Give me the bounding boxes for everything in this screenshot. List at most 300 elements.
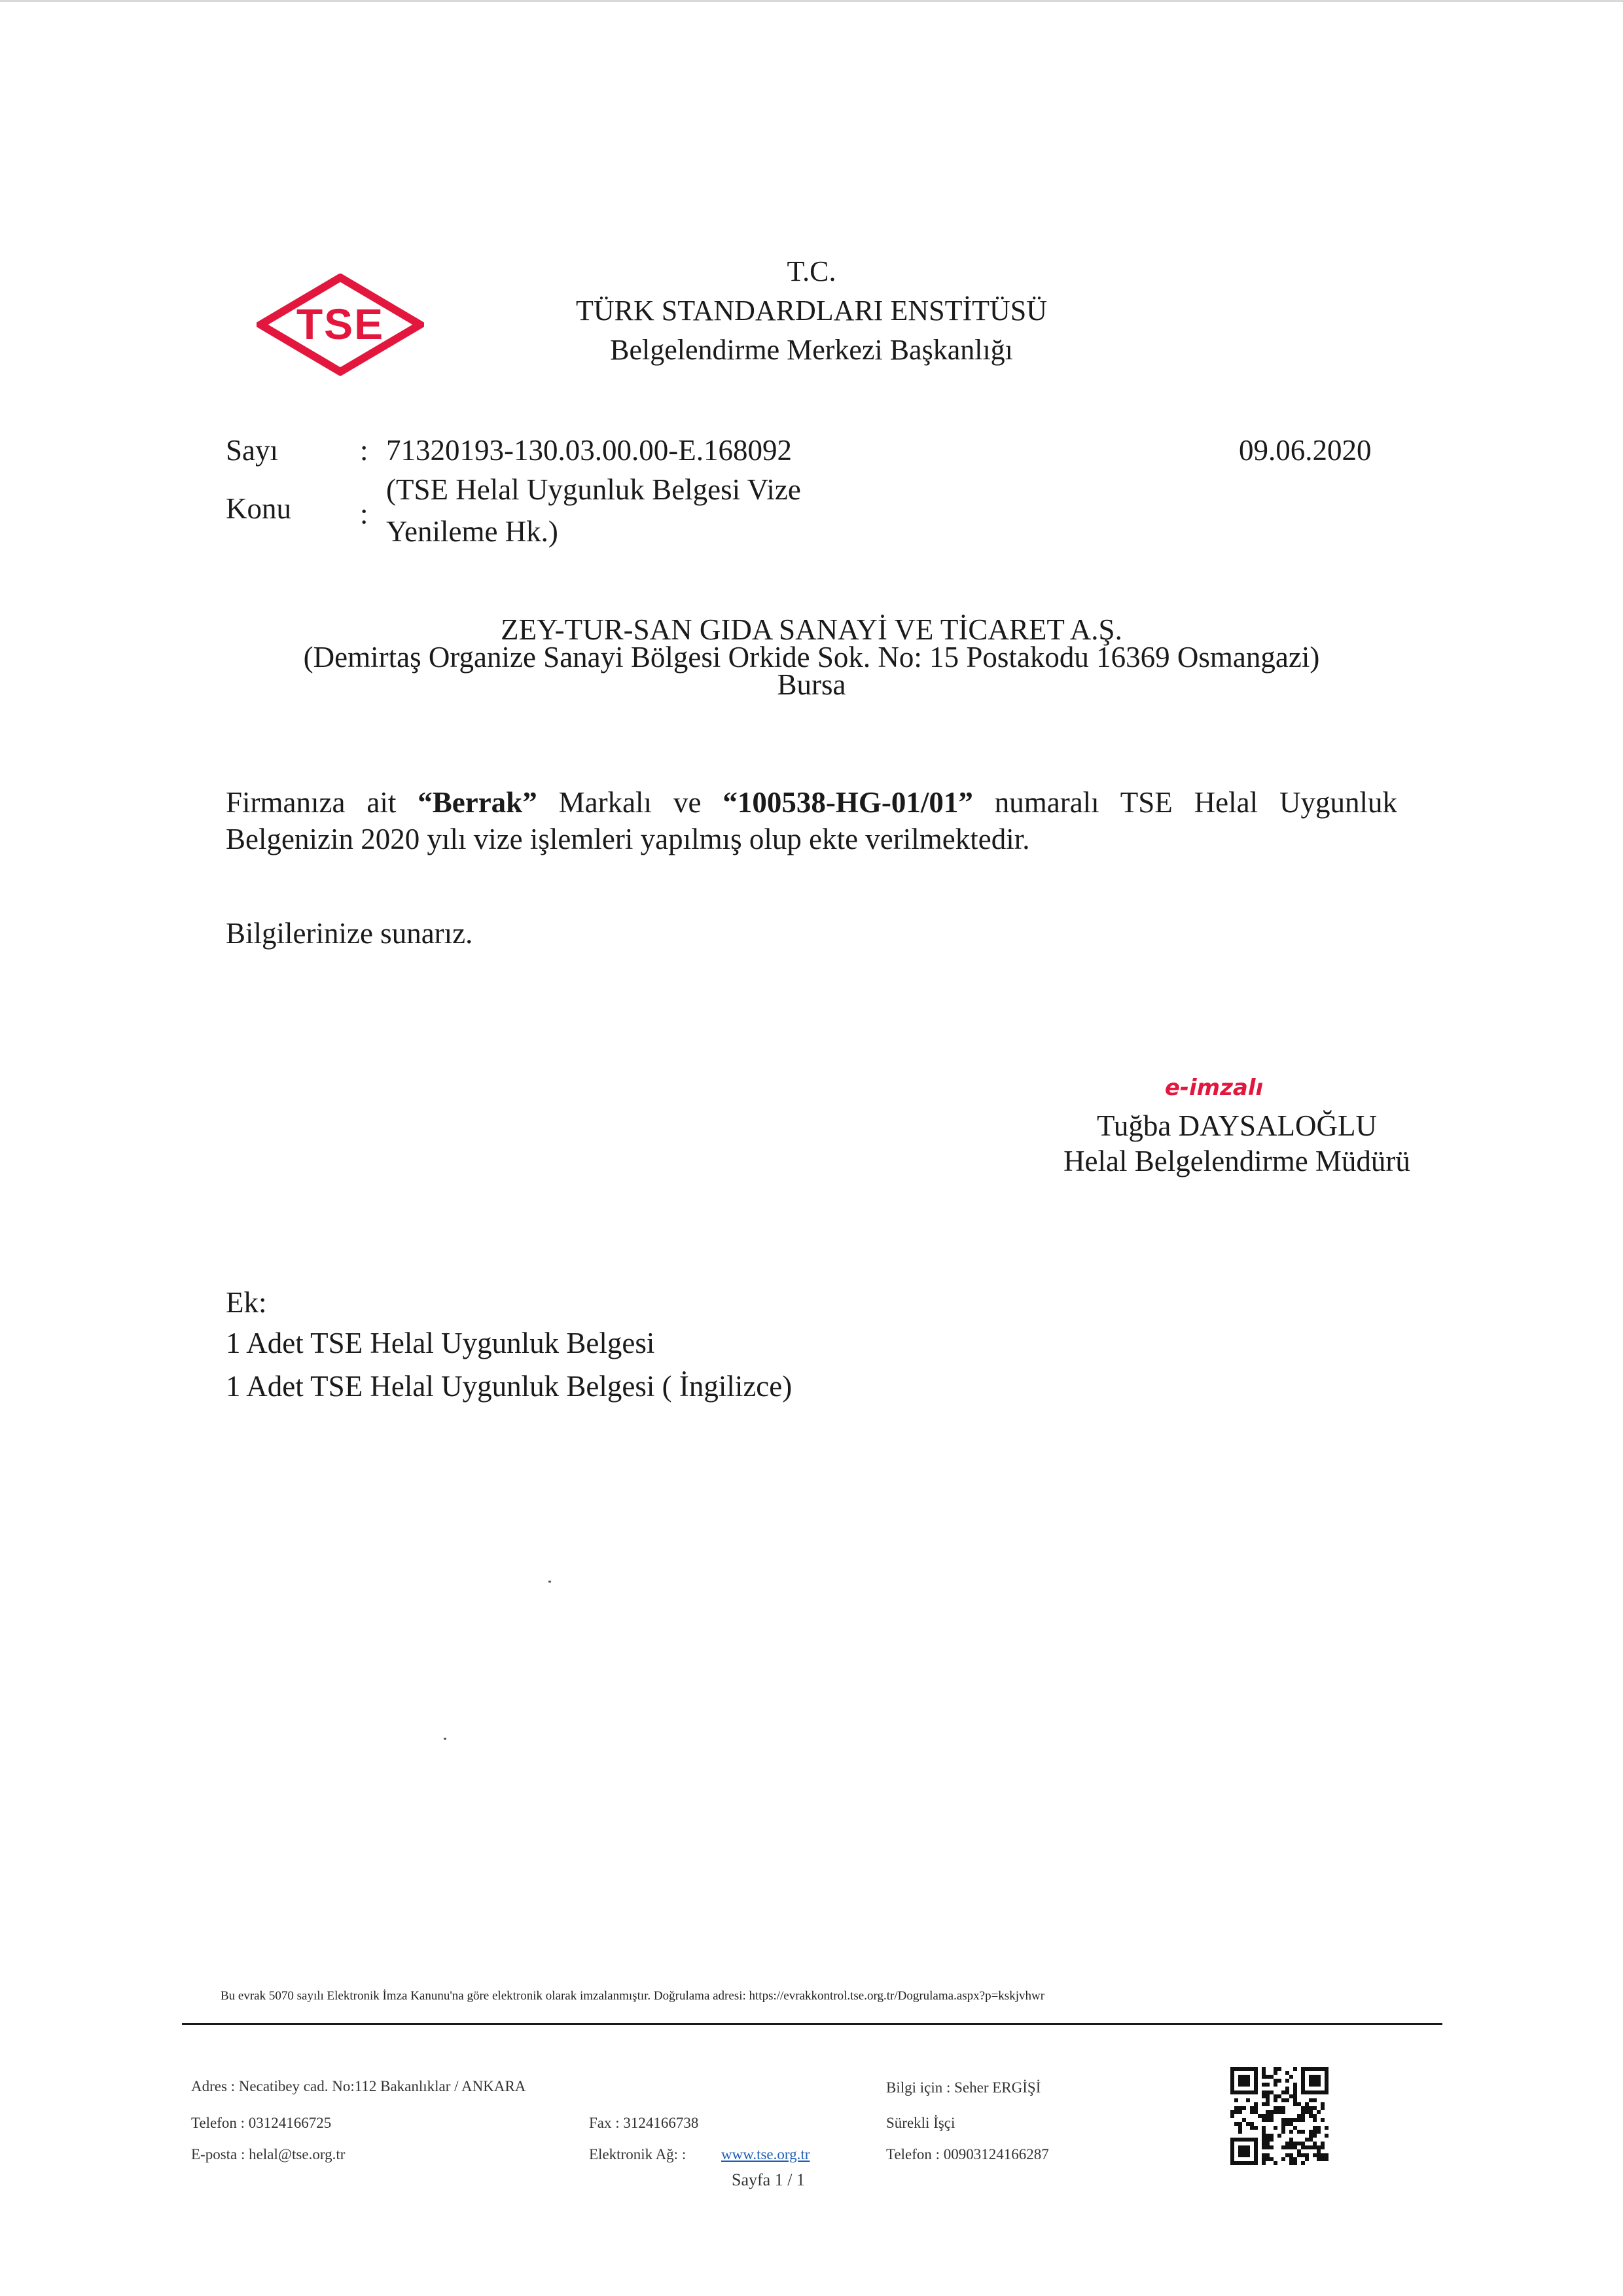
qr-module <box>1317 2090 1321 2094</box>
qr-module <box>1274 2079 1277 2083</box>
info-contact: Bilgi için : Seher ERGİŞİ <box>886 2079 1041 2096</box>
info-role: Sürekli İşçi <box>886 2115 955 2131</box>
qr-module <box>1285 2098 1289 2102</box>
qr-module <box>1301 2161 1305 2165</box>
qr-module <box>1262 2118 1266 2122</box>
qr-module <box>1289 2094 1293 2098</box>
qr-module <box>1266 2118 1270 2122</box>
page-top-edge <box>0 0 1623 2</box>
qr-module <box>1246 2138 1250 2142</box>
qr-module <box>1246 2098 1250 2102</box>
qr-module <box>1309 2138 1313 2142</box>
qr-module <box>1250 2090 1254 2094</box>
qr-module <box>1317 2126 1321 2130</box>
footer-web-label: Elektronik Ağ: : <box>589 2146 687 2162</box>
signatory-title: Helal Belgelendirme Müdürü <box>1063 1145 1410 1177</box>
qr-module <box>1305 2067 1309 2071</box>
body-paragraph <box>226 784 1397 857</box>
qr-module <box>1238 2145 1242 2149</box>
qr-module <box>1293 2145 1297 2149</box>
qr-module <box>1254 2106 1258 2110</box>
qr-module <box>1301 2106 1305 2110</box>
qr-module <box>1270 2114 1274 2118</box>
qr-module <box>1230 2083 1234 2087</box>
qr-module <box>1301 2079 1305 2083</box>
qr-module <box>1238 2122 1242 2126</box>
qr-module <box>1266 2134 1270 2138</box>
qr-module <box>1313 2090 1317 2094</box>
qr-module <box>1246 2083 1250 2087</box>
footer-address: Adres : Necatibey cad. No:112 Bakanlıklar / ANKARA <box>191 2078 526 2094</box>
qr-module <box>1305 2106 1309 2110</box>
qr-module <box>1313 2079 1317 2083</box>
header-tc: T.C. <box>787 255 836 287</box>
qr-module <box>1238 2106 1242 2110</box>
qr-module <box>1281 2110 1285 2114</box>
qr-module <box>1230 2110 1234 2114</box>
qr-module <box>1313 2142 1317 2145</box>
qr-module <box>1230 2071 1234 2075</box>
qr-module <box>1262 2126 1266 2130</box>
qr-module <box>1230 2138 1234 2142</box>
qr-module <box>1321 2067 1325 2071</box>
qr-module <box>1242 2149 1246 2153</box>
qr-module <box>1266 2094 1270 2098</box>
qr-module <box>1281 2157 1285 2161</box>
qr-module <box>1325 2083 1329 2087</box>
qr-module <box>1230 2153 1234 2157</box>
qr-module <box>1325 2157 1329 2161</box>
qr-module <box>1313 2153 1317 2157</box>
qr-module <box>1281 2130 1285 2134</box>
qr-module <box>1285 2122 1289 2126</box>
qr-module <box>1254 2075 1258 2079</box>
qr-module <box>1325 2087 1329 2090</box>
qr-module <box>1305 2145 1309 2149</box>
qr-module <box>1242 2161 1246 2165</box>
qr-module <box>1246 2161 1250 2165</box>
footer-web-link[interactable]: www.tse.org.tr <box>721 2146 810 2162</box>
qr-module <box>1285 2087 1289 2090</box>
qr-module <box>1266 2145 1270 2149</box>
qr-module <box>1250 2138 1254 2142</box>
qr-module <box>1246 2153 1250 2157</box>
qr-module <box>1230 2142 1234 2145</box>
qr-module <box>1309 2090 1313 2094</box>
qr-module <box>1281 2145 1285 2149</box>
qr-module <box>1325 2071 1329 2075</box>
qr-module <box>1301 2130 1305 2134</box>
qr-module <box>1246 2067 1250 2071</box>
closing-line: Bilgilerinize sunarız. <box>226 917 473 950</box>
qr-module <box>1274 2083 1277 2087</box>
brand-name: “Berrak” <box>418 786 537 819</box>
qr-module <box>1321 2157 1325 2161</box>
qr-module <box>1325 2134 1329 2138</box>
body-text-1: Firmanıza ait <box>226 786 418 819</box>
qr-module <box>1274 2161 1277 2165</box>
header-department: Belgelendirme Merkezi Başkanlığı <box>610 334 1013 366</box>
qr-module <box>1242 2083 1246 2087</box>
qr-module <box>1281 2122 1285 2126</box>
qr-module <box>1293 2087 1297 2090</box>
qr-module <box>1238 2149 1242 2153</box>
qr-module <box>1277 2134 1281 2138</box>
qr-module <box>1266 2083 1270 2087</box>
qr-module <box>1277 2094 1281 2098</box>
qr-module <box>1289 2157 1293 2161</box>
qr-module <box>1254 2145 1258 2149</box>
attachments-label: Ek: <box>226 1286 267 1319</box>
qr-module <box>1313 2130 1317 2134</box>
header-institute: TÜRK STANDARDLARI ENSTİTÜSÜ <box>575 295 1048 327</box>
qr-module <box>1238 2110 1242 2114</box>
qr-module <box>1254 2142 1258 2145</box>
qr-module <box>1242 2153 1246 2157</box>
qr-module <box>1238 2130 1242 2134</box>
qr-module <box>1238 2083 1242 2087</box>
qr-module <box>1281 2126 1285 2130</box>
qr-module <box>1254 2071 1258 2075</box>
qr-code <box>1230 2067 1329 2165</box>
qr-module <box>1250 2067 1254 2071</box>
qr-module <box>1266 2142 1270 2145</box>
qr-module <box>1313 2118 1317 2122</box>
qr-module <box>1246 2090 1250 2094</box>
qr-module <box>1301 2075 1305 2079</box>
qr-module <box>1293 2090 1297 2094</box>
qr-module <box>1254 2153 1258 2157</box>
qr-module <box>1285 2153 1289 2157</box>
qr-module <box>1293 2067 1297 2071</box>
qr-module <box>1321 2102 1325 2106</box>
signatory-name: Tuğba DAYSALOĞLU <box>1097 1109 1377 1142</box>
qr-module <box>1289 2122 1293 2126</box>
qr-module <box>1230 2149 1234 2153</box>
qr-module <box>1262 2157 1266 2161</box>
qr-module <box>1293 2157 1297 2161</box>
qr-module <box>1285 2071 1289 2075</box>
qr-module <box>1238 2161 1242 2165</box>
qr-module <box>1262 2114 1266 2118</box>
qr-module <box>1317 2075 1321 2079</box>
qr-module <box>1289 2118 1293 2122</box>
qr-module <box>1242 2079 1246 2083</box>
qr-module <box>1317 2149 1321 2153</box>
recipient-city: Bursa <box>777 668 846 701</box>
qr-module <box>1254 2138 1258 2142</box>
qr-module <box>1230 2114 1234 2118</box>
qr-module <box>1293 2083 1297 2087</box>
qr-module <box>1317 2153 1321 2157</box>
e-signature-notice: Bu evrak 5070 sayılı Elektronik İmza Kanunu'na göre elektronik olarak imzalanmıştır. Doğrulama adresi: https://evrakkontrol.tse.org.tr/Dogrulama.aspx?p=kskjvhwr <box>221 1989 1045 2003</box>
qr-module <box>1301 2118 1305 2122</box>
qr-module <box>1281 2090 1285 2094</box>
qr-module <box>1234 2090 1238 2094</box>
qr-module <box>1301 2067 1305 2071</box>
qr-module <box>1246 2079 1250 2083</box>
qr-module <box>1313 2114 1317 2118</box>
qr-module <box>1293 2102 1297 2106</box>
qr-module <box>1317 2110 1321 2114</box>
qr-module <box>1317 2079 1321 2083</box>
qr-module <box>1242 2145 1246 2149</box>
qr-module <box>1301 2153 1305 2157</box>
konu-colon: : <box>360 497 368 530</box>
qr-module <box>1313 2126 1317 2130</box>
qr-module <box>1246 2075 1250 2079</box>
footer-divider <box>182 2023 1442 2025</box>
qr-module <box>1301 2083 1305 2087</box>
footer-email: E-posta : helal@tse.org.tr <box>191 2146 346 2162</box>
qr-module <box>1262 2075 1266 2079</box>
qr-module <box>1234 2098 1238 2102</box>
qr-module <box>1317 2130 1321 2134</box>
qr-module <box>1254 2157 1258 2161</box>
qr-module <box>1246 2149 1250 2153</box>
qr-module <box>1238 2075 1242 2079</box>
qr-module <box>1313 2083 1317 2087</box>
qr-module <box>1270 2134 1274 2138</box>
qr-module <box>1230 2087 1234 2090</box>
sayi-colon: : <box>360 434 368 467</box>
qr-module <box>1325 2126 1329 2130</box>
qr-module <box>1262 2145 1266 2149</box>
qr-module <box>1250 2110 1254 2114</box>
qr-module <box>1230 2145 1234 2149</box>
qr-module <box>1246 2145 1250 2149</box>
qr-module <box>1309 2134 1313 2138</box>
qr-module <box>1262 2138 1266 2142</box>
qr-module <box>1266 2153 1270 2157</box>
qr-module <box>1313 2106 1317 2110</box>
qr-module <box>1262 2094 1266 2098</box>
qr-module <box>1309 2110 1313 2114</box>
qr-module <box>1242 2106 1246 2110</box>
qr-module <box>1254 2083 1258 2087</box>
qr-module <box>1305 2153 1309 2157</box>
qr-module <box>1258 2114 1262 2118</box>
qr-module <box>1230 2157 1234 2161</box>
qr-module <box>1313 2145 1317 2149</box>
qr-module <box>1254 2126 1258 2130</box>
qr-module <box>1274 2106 1277 2110</box>
qr-module <box>1230 2161 1234 2165</box>
qr-module <box>1309 2083 1313 2087</box>
qr-module <box>1317 2083 1321 2087</box>
qr-module <box>1230 2067 1234 2071</box>
qr-module <box>1230 2090 1234 2094</box>
qr-module <box>1305 2110 1309 2114</box>
qr-module <box>1281 2118 1285 2122</box>
qr-module <box>1317 2157 1321 2161</box>
footer-phone: Telefon : 03124166725 <box>191 2115 332 2131</box>
scan-speck <box>548 1581 551 1583</box>
qr-module <box>1250 2106 1254 2110</box>
konu-label: Konu <box>226 492 291 525</box>
qr-module <box>1266 2075 1270 2079</box>
certificate-number: “100538-HG-01/01” <box>722 786 973 819</box>
qr-module <box>1238 2079 1242 2083</box>
qr-module <box>1234 2067 1238 2071</box>
qr-module <box>1285 2090 1289 2094</box>
qr-module <box>1274 2071 1277 2075</box>
qr-module <box>1305 2138 1309 2142</box>
qr-module <box>1238 2138 1242 2142</box>
qr-module <box>1297 2142 1301 2145</box>
qr-module <box>1301 2142 1305 2145</box>
qr-module <box>1301 2110 1305 2114</box>
qr-module <box>1285 2142 1289 2145</box>
info-phone: Telefon : 00903124166287 <box>886 2146 1049 2162</box>
qr-module <box>1230 2079 1234 2083</box>
qr-module <box>1325 2090 1329 2094</box>
recipient-name: ZEY-TUR-SAN GIDA SANAYİ VE TİCARET A.Ş. <box>501 613 1122 646</box>
qr-module <box>1293 2161 1297 2165</box>
qr-module <box>1250 2161 1254 2165</box>
qr-module <box>1254 2161 1258 2165</box>
qr-module <box>1262 2161 1266 2165</box>
qr-module <box>1234 2122 1238 2126</box>
qr-module <box>1274 2067 1277 2071</box>
qr-module <box>1262 2102 1266 2106</box>
qr-module <box>1234 2110 1238 2114</box>
qr-module <box>1289 2145 1293 2149</box>
qr-module <box>1277 2067 1281 2071</box>
qr-module <box>1305 2157 1309 2161</box>
body-text-2: Markalı ve <box>537 786 723 819</box>
qr-module <box>1301 2090 1305 2094</box>
qr-module <box>1297 2149 1301 2153</box>
qr-module <box>1250 2122 1254 2126</box>
qr-module <box>1281 2106 1285 2110</box>
qr-module <box>1293 2118 1297 2122</box>
qr-module <box>1274 2126 1277 2130</box>
qr-module <box>1266 2114 1270 2118</box>
qr-module <box>1309 2098 1313 2102</box>
attachment-item: 1 Adet TSE Helal Uygunluk Belgesi <box>226 1327 655 1359</box>
qr-module <box>1313 2067 1317 2071</box>
qr-module <box>1277 2106 1281 2110</box>
qr-module <box>1325 2075 1329 2079</box>
qr-module <box>1270 2118 1274 2122</box>
qr-module <box>1313 2098 1317 2102</box>
qr-module <box>1289 2161 1293 2165</box>
qr-module <box>1254 2102 1258 2106</box>
qr-module <box>1297 2118 1301 2122</box>
qr-module <box>1301 2087 1305 2090</box>
qr-module <box>1242 2067 1246 2071</box>
qr-module <box>1242 2075 1246 2079</box>
qr-module <box>1309 2067 1313 2071</box>
recipient-address: (Demirtaş Organize Sanayi Bölgesi Orkide Sok. No: 15 Postakodu 16369 Osmangazi) <box>303 641 1320 673</box>
qr-module <box>1289 2142 1293 2145</box>
qr-module <box>1317 2145 1321 2149</box>
qr-module <box>1254 2149 1258 2153</box>
qr-module <box>1270 2138 1274 2142</box>
qr-module <box>1293 2094 1297 2098</box>
qr-module <box>1309 2114 1313 2118</box>
qr-module <box>1266 2090 1270 2094</box>
qr-module <box>1309 2079 1313 2083</box>
sayi-label: Sayı <box>226 434 279 467</box>
tse-logo-text: TSE <box>296 300 385 348</box>
qr-module <box>1238 2090 1242 2094</box>
qr-module <box>1254 2090 1258 2094</box>
qr-module <box>1321 2090 1325 2094</box>
qr-module <box>1309 2075 1313 2079</box>
qr-module <box>1274 2094 1277 2098</box>
qr-module <box>1262 2083 1266 2087</box>
qr-module <box>1242 2090 1246 2094</box>
qr-module <box>1325 2079 1329 2083</box>
qr-module <box>1277 2079 1281 2083</box>
qr-module <box>1289 2075 1293 2079</box>
qr-module <box>1301 2114 1305 2118</box>
qr-module <box>1230 2075 1234 2079</box>
qr-module <box>1262 2071 1266 2075</box>
qr-module <box>1242 2138 1246 2142</box>
qr-module <box>1293 2142 1297 2145</box>
qr-module <box>1289 2153 1293 2157</box>
qr-module <box>1262 2142 1266 2145</box>
attachment-item: 1 Adet TSE Helal Uygunluk Belgesi ( İngilizce) <box>226 1370 793 1403</box>
qr-module <box>1321 2153 1325 2157</box>
qr-module <box>1266 2110 1270 2114</box>
qr-module <box>1321 2142 1325 2145</box>
document-date: 09.06.2020 <box>1239 434 1372 467</box>
qr-module <box>1234 2161 1238 2165</box>
qr-module <box>1262 2130 1266 2134</box>
qr-module <box>1309 2145 1313 2149</box>
qr-module <box>1281 2098 1285 2102</box>
qr-module <box>1262 2134 1266 2138</box>
qr-module <box>1270 2090 1274 2094</box>
qr-module <box>1270 2110 1274 2114</box>
sayi-value: 71320193-130.03.00.00-E.168092 <box>386 434 792 467</box>
qr-module <box>1285 2145 1289 2149</box>
qr-module <box>1266 2138 1270 2142</box>
qr-module <box>1254 2110 1258 2114</box>
qr-module <box>1234 2138 1238 2142</box>
qr-module <box>1262 2090 1266 2094</box>
qr-module <box>1254 2079 1258 2083</box>
qr-module <box>1238 2153 1242 2157</box>
footer-fax: Fax : 3124166738 <box>589 2115 699 2131</box>
qr-module <box>1238 2126 1242 2130</box>
qr-module <box>1266 2102 1270 2106</box>
qr-module <box>1297 2130 1301 2134</box>
qr-module <box>1289 2138 1293 2142</box>
body-text-3: numaralı TSE Helal Uygunluk Belgenizin 2020 yılı vize işlemleri yapılmış olup ekte verilmektedir. <box>226 786 1398 855</box>
qr-module <box>1242 2118 1246 2122</box>
qr-module <box>1270 2157 1274 2161</box>
qr-module <box>1246 2122 1250 2126</box>
qr-module <box>1313 2075 1317 2079</box>
qr-module <box>1250 2126 1254 2130</box>
qr-module <box>1309 2106 1313 2110</box>
qr-module <box>1305 2102 1309 2106</box>
qr-module <box>1297 2153 1301 2157</box>
qr-module <box>1325 2153 1329 2157</box>
qr-module <box>1321 2106 1325 2110</box>
qr-module <box>1270 2145 1274 2149</box>
konu-value: (TSE Helal Uygunluk Belgesi Vize Yenileme Hk.) <box>386 473 801 548</box>
qr-module <box>1274 2098 1277 2102</box>
qr-module <box>1293 2126 1297 2130</box>
qr-module <box>1277 2110 1281 2114</box>
qr-module <box>1317 2067 1321 2071</box>
